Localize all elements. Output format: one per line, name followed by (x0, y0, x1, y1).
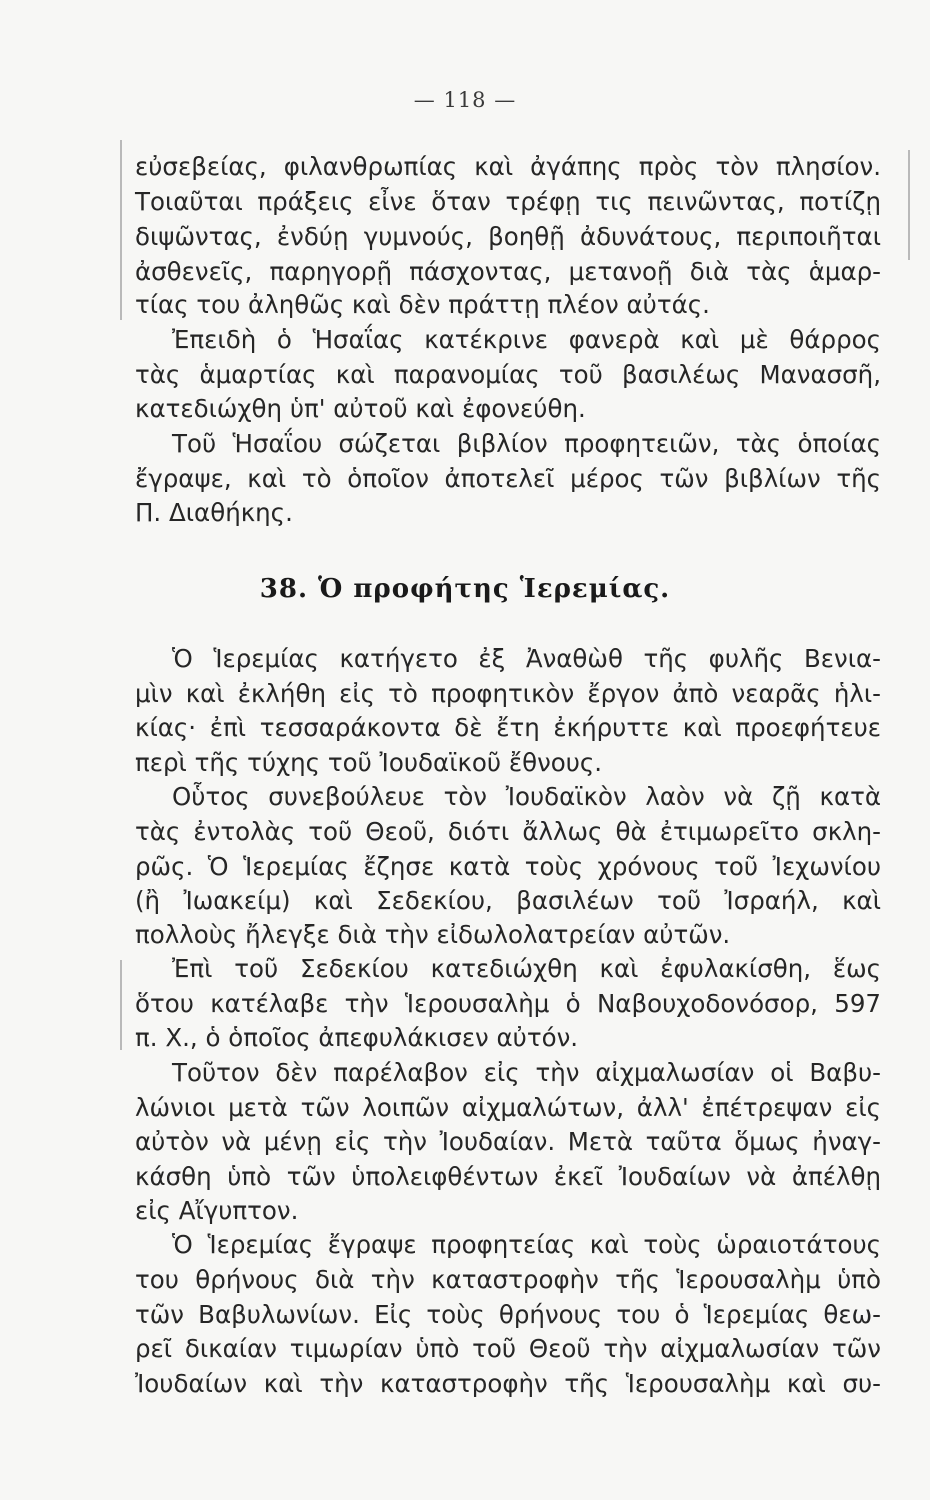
scan-margin-mark (120, 140, 122, 320)
text-line: κάσθη ὑπὸ τῶν ὑπολειφθέντων ἐκεῖ Ἰουδαίων νὰ ἀπέλθῃ (135, 1162, 881, 1191)
text-line: ρεῖ δικαίαν τιμωρίαν ὑπὸ τοῦ Θεοῦ τὴν αἰχμαλωσίαν τῶν (135, 1334, 881, 1363)
text-line: π. Χ., ὁ ὁποῖος ἀπεφυλάκισεν αὐτόν. (135, 1023, 579, 1052)
text-line: κατεδιώχθη ὑπ' αὐτοῦ καὶ ἐφονεύθη. (135, 394, 586, 423)
text-line: αὐτὸν νὰ μένῃ εἰς τὴν Ἰουδαίαν. Μετὰ ταῦτα ὅμως ἠναγ- (135, 1127, 881, 1156)
text-line: τῶν Βαβυλωνίων. Εἰς τοὺς θρήνους του ὁ Ἱερεμίας θεω- (135, 1300, 881, 1329)
text-line: Ὁ Ἱερεμίας κατήγετο ἐξ Ἀναθὼθ τῆς φυλῆς Βενια- (172, 644, 881, 673)
text-line: ὅτου κατέλαβε τὴν Ἱερουσαλὴμ ὁ Ναβουχοδονόσορ, 597 (135, 989, 881, 1018)
text-line: Ἐπειδὴ ὁ Ἡσαΐας κατέκρινε φανερὰ καὶ μὲ θάρρος (172, 325, 881, 354)
text-line: (ἢ Ἰωακείμ) καὶ Σεδεκίου, βασιλέων τοῦ Ἰσραήλ, καὶ (135, 886, 881, 915)
text-line: πολλοὺς ἤλεγξε διὰ τὴν εἰδωλολατρείαν αὐτῶν. (135, 920, 731, 949)
text-line: Ὁ Ἱερεμίας ἔγραψε προφητείας καὶ τοὺς ὡραιοτάτους (172, 1230, 881, 1259)
text-line: Π. Διαθήκης. (135, 498, 293, 527)
text-line: του θρήνους διὰ τὴν καταστροφὴν τῆς Ἱερουσαλὴμ ὑπὸ (135, 1265, 881, 1294)
text-line: τίας του ἀληθῶς καὶ δὲν πράττῃ πλέον αὐτάς. (135, 290, 710, 319)
text-line: Ἐπὶ τοῦ Σεδεκίου κατεδιώχθη καὶ ἐφυλακίσθη, ἕως (172, 954, 881, 983)
text-line: εὐσεβείας, φιλανθρωπίας καὶ ἀγάπης πρὸς τὸν πλησίον. (135, 152, 881, 181)
text-line: διψῶντας, ἐνδύῃ γυμνούς, βοηθῇ ἀδυνάτους, περιποιῆται (135, 222, 881, 251)
page-number: — 118 — (413, 88, 517, 112)
text-line: μὶν καὶ ἐκλήθη εἰς τὸ προφητικὸν ἔργον ἀπὸ νεαρᾶς ἡλι- (135, 679, 881, 708)
scan-margin-mark (120, 960, 122, 1050)
text-line: ρῶς. Ὁ Ἱερεμίας ἔζησε κατὰ τοὺς χρόνους τοῦ Ἰεχωνίου (135, 852, 881, 881)
text-line: κίας· ἐπὶ τεσσαράκοντα δὲ ἔτη ἐκήρυττε καὶ προεφήτευε (135, 713, 881, 742)
scan-margin-mark (908, 150, 910, 260)
text-line: τὰς ἁμαρτίας καὶ παρανομίας τοῦ βασιλέως Μανασσῆ, (135, 360, 881, 389)
text-line: Τοῦ Ἡσαΐου σώζεται βιβλίον προφητειῶν, τὰς ὁποίας (172, 429, 881, 458)
section-heading: 38. Ὁ προφήτης Ἱερεμίας. (259, 574, 671, 604)
text-line: περὶ τῆς τύχης τοῦ Ἰουδαϊκοῦ ἔθνους. (135, 748, 603, 777)
text-line: Ἰουδαίων καὶ τὴν καταστροφὴν τῆς Ἱερουσαλὴμ καὶ συ- (135, 1369, 881, 1398)
text-line: Τοῦτον δὲν παρέλαβον εἰς τὴν αἰχμαλωσίαν οἱ Βαβυ- (172, 1058, 881, 1087)
text-line: λώνιοι μετὰ τῶν λοιπῶν αἰχμαλώτων, ἀλλ' ἐπέτρεψαν εἰς (135, 1093, 881, 1122)
text-line: Οὗτος συνεβούλευε τὸν Ἰουδαϊκὸν λαὸν νὰ ζῇ κατὰ (172, 782, 881, 811)
text-line: Τοιαῦται πράξεις εἶνε ὅταν τρέφῃ τις πεινῶντας, ποτίζῃ (135, 187, 881, 216)
text-line: ἀσθενεῖς, παρηγορῇ πάσχοντας, μετανοῇ διὰ τὰς ἁμαρ- (135, 257, 881, 286)
text-line: εἰς Αἴγυπτον. (135, 1196, 299, 1225)
text-line: τὰς ἐντολὰς τοῦ Θεοῦ, διότι ἄλλως θὰ ἐτιμωρεῖτο σκλη- (135, 817, 881, 846)
text-line: ἔγραψε, καὶ τὸ ὁποῖον ἀποτελεῖ μέρος τῶν βιβλίων τῆς (135, 464, 881, 493)
